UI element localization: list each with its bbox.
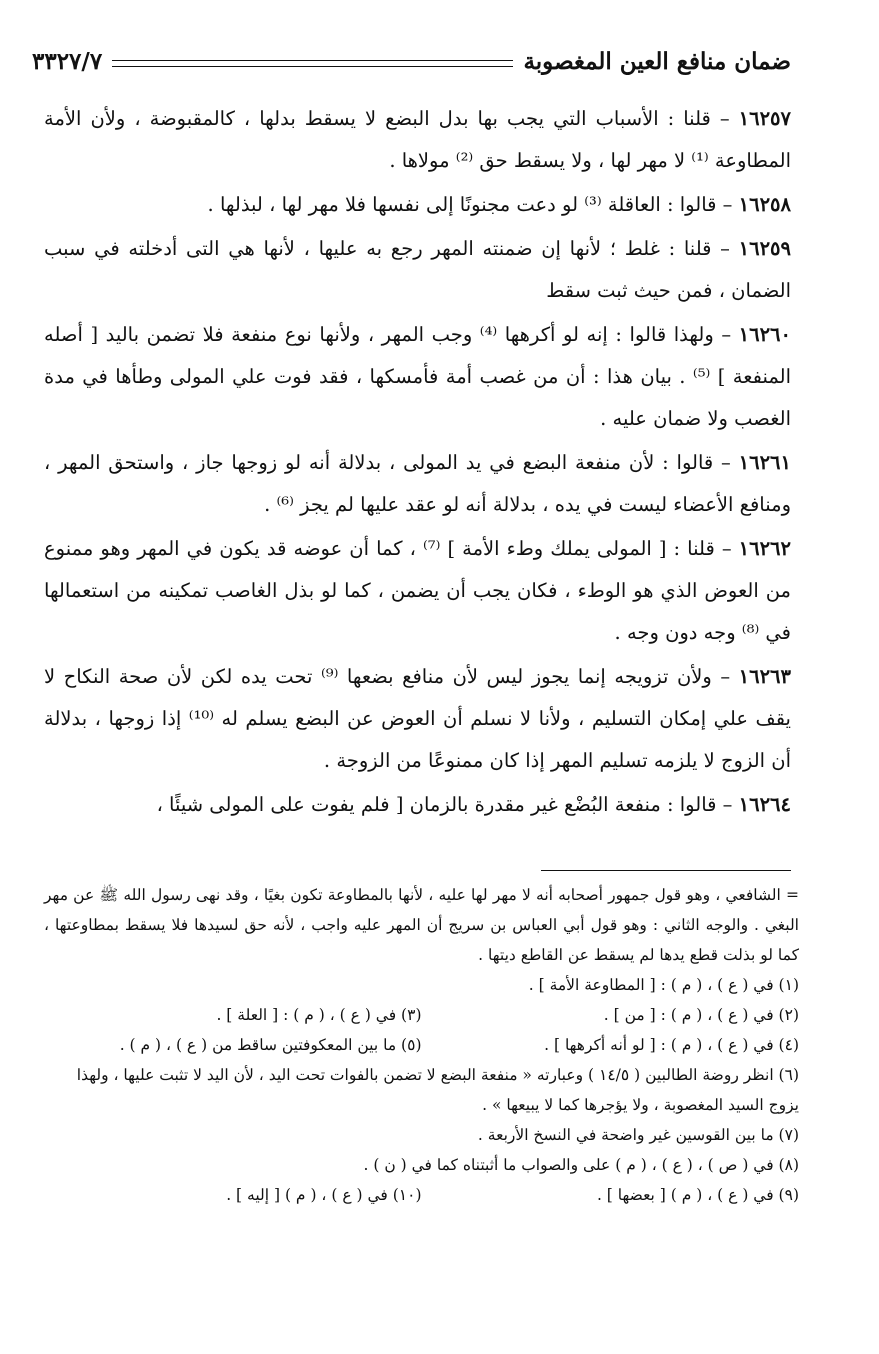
footnotes	[44, 880, 799, 1210]
paragraph	[44, 184, 791, 226]
paragraph	[44, 656, 791, 782]
paragraph	[44, 442, 791, 526]
paragraph-text: – قالوا : منفعة البُضْع غير مقدرة بالزمان [ فلم يفوت على المولى شيئًا ،	[156, 793, 739, 816]
main-text	[44, 98, 791, 828]
footnote: (١٠) في ( ع ) ، ( م ) [ إليه ] .	[226, 1186, 422, 1204]
footnote-row	[44, 1180, 799, 1210]
paragraph-number: ١٦٢٦٠	[738, 323, 791, 346]
paragraph-number: ١٦٢٦١	[738, 451, 791, 474]
footnote: (٧) ما بين القوسين غير واضحة في النسخ الأربعة .	[477, 1126, 799, 1144]
footnote: (٨) في ( ص ) ، ( ع ) ، ( م ) على والصواب ما أثبتناه كما في ( ن ) .	[363, 1156, 799, 1174]
page-header	[32, 40, 791, 82]
paragraph-text: – قلنا : [ المولى يملك وطء الأمة ] ⁽⁷⁾ ، كما أن عوضه قد يكون في المهر وهو ممنوع من العوض الذي هو الوطء ، فكان يجب أن يضمن ، كما لو بذل الغاصب تمكينه من استعمالها في ⁽⁸⁾ وجه دون وجه .	[44, 537, 791, 644]
footnote: (١) في ( ع ) ، ( م ) : [ المطاوعة الأمة ] .	[528, 976, 799, 994]
footnote: (٦) انظر روضة الطالبين ( ١٤/٥ ) وعبارته « منفعة البضع لا تضمن بالفوات تحت اليد ، لأن اليد لا تثبت عليها ، ولهذا يزوج السيد المغصوبة ، ولا يؤجرها كما لا يبيعها » .	[76, 1066, 799, 1114]
footnote-row	[44, 1030, 799, 1060]
paragraph	[44, 314, 791, 440]
footnote: (٣) في ( ع ) ، ( م ) : [ العلة ] .	[216, 1006, 422, 1024]
page-number: ٣٣٢٧/٧	[32, 47, 103, 75]
paragraph-text: – قالوا : العاقلة ⁽³⁾ لو دعت مجنونًا إلى نفسها فلا مهر لها ، لبذلها .	[207, 193, 739, 216]
footnote-row	[44, 1000, 799, 1030]
paragraph-number: ١٦٢٥٧	[738, 107, 791, 130]
footnote-divider	[541, 870, 791, 871]
paragraph-text: – قلنا : غلط ؛ لأنها إن ضمنته المهر رجع به عليها ، لأنها هي التى أدخلته في سبب الضمان ، فمن حيث ثبت سقط	[44, 237, 791, 302]
paragraph	[44, 784, 791, 826]
footnote: (٥) ما بين المعكوفتين ساقط من ( ع ) ، ( م ) .	[119, 1036, 422, 1054]
footnote: (٢) في ( ع ) ، ( م ) : [ من ] .	[603, 1006, 799, 1024]
paragraph	[44, 98, 791, 182]
header-rule	[112, 60, 513, 67]
footnote-continuation: = الشافعي ، وهو قول جمهور أصحابه أنه لا مهر لها عليه ، لأنها بالمطاوعة تكون بغيًا ، وقد نهى رسول الله ﷺ عن مهر البغي . والوجه الثاني : وهو قول أبي العباس بن سريج أن المهر عليه واجب ، لأنه حق لسيدها فلا يسقط بمطاوعتها ، كما لو بذلت قطع يدها لم يسقط عن القاطع ديتها .	[44, 886, 799, 964]
paragraph-text: – ولأن تزويجه إنما يجوز ليس لأن منافع بضعها ⁽⁹⁾ تحت يده لكن لأن صحة النكاح لا يقف علي إمكان التسليم ، ولأنا لا نسلم أن العوض عن البضع يسلم له ⁽¹⁰⁾ إذا زوجها ، بدلالة أن الزوج لا يلزمه تسليم المهر إذا كان ممنوعًا من الزوجة .	[44, 665, 791, 772]
paragraph-text: – قالوا : لأن منفعة البضع في يد المولى ، بدلالة أنه لو زوجها جاز ، واستحق المهر ، ومنافع الأعضاء ليست في يده ، بدلالة أنه لو عقد عليها لم يجز ⁽⁶⁾ .	[44, 451, 791, 516]
paragraph	[44, 528, 791, 654]
paragraph-text: – ولهذا قالوا : إنه لو أكرهها ⁽⁴⁾ وجب المهر ، ولأنها نوع منفعة فلا تضمن باليد [ أصله المنفعة ] ⁽⁵⁾ . بيان هذا : أن من غصب أمة فأمسكها ، فقد فوت علي المولى وطأها في مدة الغصب ولا ضمان عليه .	[44, 323, 791, 430]
paragraph-number: ١٦٢٦٢	[738, 537, 792, 560]
paragraph-number: ١٦٢٥٩	[738, 237, 791, 260]
paragraph-number: ١٦٢٦٤	[738, 793, 791, 816]
footnote: (٩) في ( ع ) ، ( م ) [ بعضها ] .	[596, 1186, 799, 1204]
paragraph	[44, 228, 791, 312]
paragraph-number: ١٦٢٥٨	[738, 193, 791, 216]
footnote: (٤) في ( ع ) ، ( م ) : [ لو أنه أكرهها ] .	[544, 1036, 799, 1054]
running-title: ضمان منافع العين المغصوبة	[523, 47, 791, 75]
paragraph-text: – قلنا : الأسباب التي يجب بها بدل البضع لا يسقط بدلها ، كالمقبوضة ، ولأن الأمة المطاوعة ⁽¹⁾ لا مهر لها ، ولا يسقط حق ⁽²⁾ مولاها .	[44, 107, 791, 172]
paragraph-number: ١٦٢٦٣	[738, 665, 791, 688]
